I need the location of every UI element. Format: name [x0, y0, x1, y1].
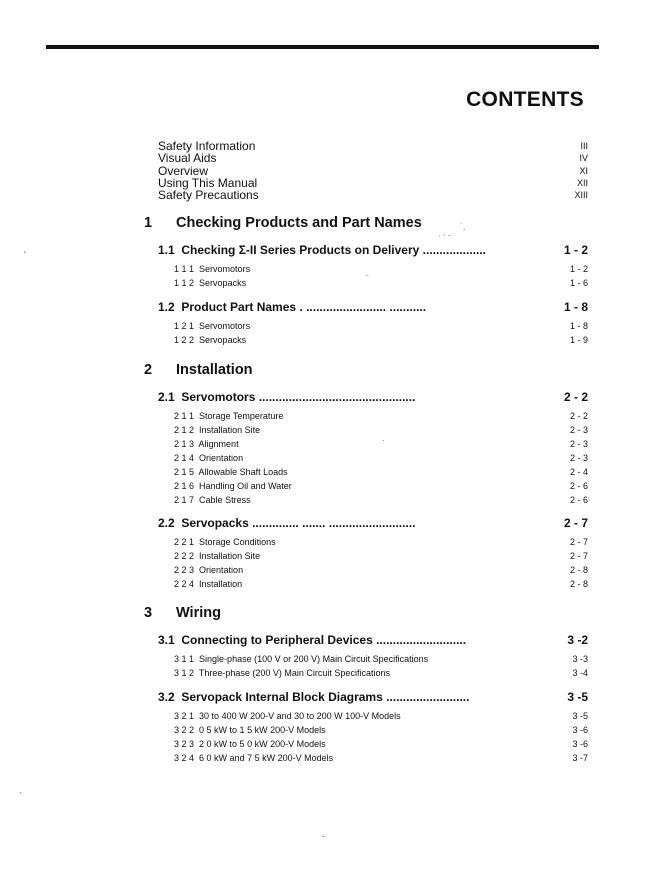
chapter-title: Checking Products and Part Names: [176, 215, 422, 231]
subsection-number: 2 2 4: [174, 579, 195, 589]
section-title: Connecting to Peripheral Devices: [181, 633, 373, 647]
subsection-title: Allowable Shaft Loads: [198, 467, 288, 477]
subsection-title: Single-phase (100 V or 200 V) Main Circuit Specifications: [199, 654, 429, 664]
subsection-page: 3 -6: [572, 725, 588, 735]
subsection-title: Servopacks: [199, 335, 247, 345]
subsection-number: 3 2 3: [174, 739, 195, 749]
subsection-title: 6 0 kW and 7 5 kW 200-V Models: [199, 753, 334, 763]
toc-entry[interactable]: [158, 152, 588, 164]
subsection-number: 1 2 2: [174, 335, 195, 345]
entry-page: XII: [576, 177, 588, 188]
subsection-number: 3 1 1: [174, 654, 195, 664]
subsection-entry[interactable]: [174, 409, 588, 423]
entry-label: Overview: [158, 163, 209, 178]
section-title: Servopack Internal Block Diagrams: [181, 690, 383, 704]
section-page: 1 - 2: [563, 243, 588, 257]
subsection-title: Three-phase (200 V) Main Circuit Specifications: [198, 668, 390, 678]
subsection-page: 2 - 6: [569, 495, 588, 505]
subsection-entry[interactable]: [174, 493, 588, 507]
dot-leader: ...........................: [372, 633, 467, 647]
chapter-number: 3: [144, 605, 153, 621]
scan-speck: ˙ˏ: [460, 222, 466, 231]
section-2-2[interactable]: [158, 516, 588, 530]
subsection-page: 1 - 9: [569, 335, 588, 345]
chapter-2-heading[interactable]: [144, 362, 253, 378]
subsection-list: [174, 652, 588, 680]
chapter-3-heading[interactable]: [144, 605, 221, 621]
entry-page: IV: [579, 153, 588, 164]
subsection-entry[interactable]: [174, 437, 588, 451]
subsection-title: Orientation: [199, 565, 244, 575]
subsection-page: 2 - 6: [569, 481, 588, 491]
dot-leader: .............. ....... ..........................: [248, 516, 416, 530]
section-page: 1 - 8: [563, 300, 588, 314]
subsection-page: 2 - 4: [569, 467, 588, 477]
section-2-1[interactable]: [158, 390, 588, 404]
subsection-number: 3 2 4: [174, 753, 195, 763]
subsection-entry[interactable]: [174, 423, 588, 437]
scan-speck: ˉ: [366, 274, 369, 283]
subsection-number: 2 1 6: [174, 481, 195, 491]
subsection-entry[interactable]: [174, 262, 588, 276]
entry-label: Using This Manual: [158, 175, 258, 190]
section-1-1[interactable]: [158, 243, 588, 257]
chapter-1-heading[interactable]: [144, 215, 422, 231]
entry-label: Visual Aids: [158, 151, 217, 166]
dot-leader: ...............................................: [255, 390, 416, 404]
subsection-page: 2 - 2: [569, 411, 588, 421]
subsection-page: 2 - 7: [569, 537, 588, 547]
subsection-number: 2 1 3: [174, 439, 195, 449]
subsection-number: 3 2 2: [174, 725, 195, 735]
subsection-number: 1 2 1: [174, 321, 195, 331]
subsection-page: 2 - 7: [569, 551, 588, 561]
subsection-list: [174, 409, 588, 507]
chapter-title: Installation: [176, 362, 253, 378]
subsection-number: 2 1 7: [174, 495, 195, 505]
subsection-number: 2 1 5: [174, 467, 195, 477]
scan-speck: ·: [382, 436, 385, 445]
chapter-number: 2: [144, 362, 153, 378]
subsection-title: Storage Temperature: [199, 411, 284, 421]
subsection-entry[interactable]: [174, 737, 588, 751]
subsection-entry[interactable]: [174, 465, 588, 479]
section-page: 2 - 7: [563, 516, 588, 530]
subsection-entry[interactable]: [174, 549, 588, 563]
subsection-list: [174, 709, 588, 765]
subsection-number: 2 1 2: [174, 425, 195, 435]
entry-page: XIII: [574, 190, 588, 201]
section-number: 3.2: [158, 690, 175, 704]
subsection-title: Cable Stress: [199, 495, 251, 505]
subsection-entry[interactable]: [174, 652, 588, 666]
scan-speck: ,: [19, 786, 22, 795]
subsection-page: 3 -5: [572, 711, 588, 721]
subsection-title: 0 5 kW to 1 5 kW 200-V Models: [199, 725, 326, 735]
subsection-page: 3 -6: [572, 739, 588, 749]
subsection-entry[interactable]: [174, 479, 588, 493]
chapter-number: 1: [144, 215, 153, 231]
subsection-list: [174, 535, 588, 591]
subsection-page: 2 - 8: [569, 565, 588, 575]
section-page: 3 -2: [567, 633, 588, 647]
subsection-number: 1 1 2: [174, 278, 195, 288]
page-title: CONTENTS: [466, 88, 584, 111]
subsection-number: 2 2 3: [174, 565, 195, 575]
section-title: Servomotors: [181, 390, 256, 404]
subsection-title: Installation Site: [199, 551, 261, 561]
subsection-number: 2 2 2: [174, 551, 195, 561]
subsection-page: 1 - 6: [569, 278, 588, 288]
subsection-title: Storage Conditions: [199, 537, 276, 547]
scan-speck: ˛: [24, 244, 27, 253]
scan-speck: ˈ ˊ ˉ: [438, 234, 451, 243]
subsection-entry[interactable]: [174, 563, 588, 577]
section-title: Product Part Names .: [181, 300, 303, 314]
section-number: 1.1: [158, 243, 175, 257]
subsection-list: [174, 262, 588, 290]
section-3-1[interactable]: [158, 633, 588, 647]
front-matter-list: [158, 140, 588, 201]
subsection-title: 30 to 400 W 200-V and 30 to 200 W 100-V Models: [199, 711, 401, 721]
subsection-title: Alignment: [198, 439, 239, 449]
section-number: 3.1: [158, 633, 175, 647]
subsection-title: 2 0 kW to 5 0 kW 200-V Models: [199, 739, 326, 749]
subsection-entry[interactable]: [174, 333, 588, 347]
subsection-title: Servomotors: [199, 264, 251, 274]
subsection-entry[interactable]: [174, 451, 588, 465]
subsection-number: 3 2 1: [174, 711, 195, 721]
subsection-title: Installation: [199, 579, 243, 589]
subsection-number: 3 1 2: [174, 668, 195, 678]
subsection-entry[interactable]: [174, 751, 588, 765]
dot-leader: ........................ ...........: [302, 300, 427, 314]
subsection-entry[interactable]: [174, 319, 588, 333]
subsection-page: 3 -3: [572, 654, 588, 664]
subsection-number: 2 1 4: [174, 453, 195, 463]
section-page: 2 - 2: [563, 390, 588, 404]
subsection-number: 2 1 1: [174, 411, 195, 421]
header-rule: [46, 45, 599, 49]
subsection-title: Servomotors: [199, 321, 251, 331]
section-title: Checking Σ-II Series Products on Delivery: [181, 243, 420, 257]
subsection-number: 2 2 1: [174, 537, 195, 547]
dot-leader: ...................: [419, 243, 486, 257]
subsection-entry[interactable]: [174, 709, 588, 723]
subsection-list: [174, 319, 588, 347]
section-title: Servopacks: [181, 516, 249, 530]
subsection-number: 1 1 1: [174, 264, 195, 274]
scan-speck: ˇ: [322, 835, 325, 844]
toc-entry[interactable]: [158, 140, 588, 152]
subsection-page: 1 - 2: [569, 264, 588, 274]
toc-entry[interactable]: [158, 189, 588, 201]
section-number: 2.1: [158, 390, 175, 404]
subsection-entry[interactable]: [174, 276, 588, 290]
subsection-entry[interactable]: [174, 666, 588, 680]
subsection-title: Installation Site: [199, 425, 261, 435]
entry-page: XI: [579, 165, 588, 176]
subsection-page: 2 - 8: [569, 579, 588, 589]
dot-leader: .........................: [382, 690, 470, 704]
entry-label: Safety Information: [158, 139, 256, 153]
subsection-page: 1 - 8: [569, 321, 588, 331]
subsection-entry[interactable]: [174, 723, 588, 737]
subsection-title: Handling Oil and Water: [199, 481, 292, 491]
entry-label: Safety Precautions: [158, 188, 259, 203]
subsection-page: 3 -7: [572, 753, 588, 763]
entry-page: III: [580, 141, 588, 151]
subsection-title: Orientation: [199, 453, 244, 463]
chapter-title: Wiring: [176, 605, 221, 621]
section-number: 2.2: [158, 516, 175, 530]
subsection-entry[interactable]: [174, 535, 588, 549]
subsection-page: 2 - 3: [569, 425, 588, 435]
subsection-page: 2 - 3: [569, 453, 588, 463]
subsection-page: 3 -4: [572, 668, 588, 678]
subsection-title: Servopacks: [199, 278, 247, 288]
subsection-entry[interactable]: [174, 577, 588, 591]
section-3-2[interactable]: [158, 690, 588, 704]
section-page: 3 -5: [567, 690, 588, 704]
section-number: 1.2: [158, 300, 175, 314]
section-1-2[interactable]: [158, 300, 588, 314]
subsection-page: 2 - 3: [569, 439, 588, 449]
